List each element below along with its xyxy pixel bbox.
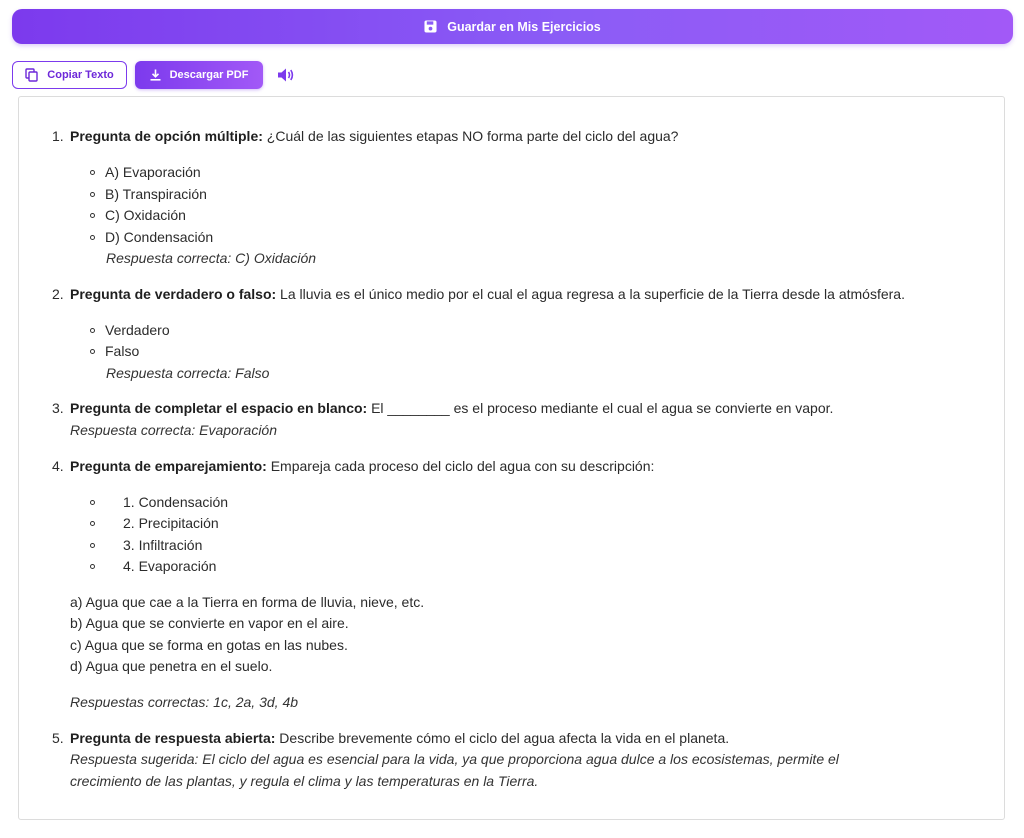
question-number: 4. xyxy=(52,458,64,474)
exercise-panel xyxy=(18,96,1005,820)
option-item: 3. Infiltración xyxy=(123,537,203,553)
option-item: D) Condensación xyxy=(105,229,214,245)
option-item: B) Transpiración xyxy=(105,186,207,202)
bullet-icon xyxy=(90,521,95,526)
suggested-answer: crecimiento de las plantas, y regula el clima y las temperaturas en la Tierra. xyxy=(70,773,539,789)
question-text xyxy=(70,126,678,148)
option-item: Falso xyxy=(105,343,140,359)
save-to-exercises-button[interactable] xyxy=(12,9,1013,44)
option-item: Verdadero xyxy=(105,322,170,338)
option-item: A) Evaporación xyxy=(105,164,201,180)
save-icon xyxy=(424,20,437,33)
question-text xyxy=(70,728,729,750)
question-prompt: La lluvia es el único medio por el cual el agua regresa a la superficie de la Tierra desde la atmósfera. xyxy=(276,286,905,302)
question-title: Pregunta de respuesta abierta: xyxy=(70,730,276,746)
bullet-icon xyxy=(90,500,95,505)
save-button-label: Guardar en Mis Ejercicios xyxy=(447,19,601,34)
bullet-icon xyxy=(90,349,95,354)
option-item: 4. Evaporación xyxy=(123,558,217,574)
question-title: Pregunta de verdadero o falso: xyxy=(70,286,277,302)
bullet-icon xyxy=(90,213,95,218)
question-text xyxy=(70,398,833,420)
download-icon xyxy=(150,69,161,81)
copy-text-label: Copiar Texto xyxy=(47,69,114,81)
toolbar xyxy=(12,60,295,90)
bullet-icon xyxy=(90,170,95,175)
question-prompt: Describe brevemente cómo el ciclo del agua afecta la vida en el planeta. xyxy=(275,730,730,746)
question-title: Pregunta de completar el espacio en blanco: xyxy=(70,400,368,416)
copy-icon xyxy=(25,68,38,82)
correct-answer: Respuesta correcta: C) Oxidación xyxy=(106,250,317,266)
bullet-icon xyxy=(90,564,95,569)
copy-text-button[interactable] xyxy=(12,61,127,89)
question-number: 3. xyxy=(52,400,64,416)
description-item: a) Agua que cae a la Tierra en forma de lluvia, nieve, etc. xyxy=(70,594,425,610)
question-text xyxy=(70,284,905,306)
bullet-icon xyxy=(90,543,95,548)
bullet-icon xyxy=(90,235,95,240)
question-number: 2. xyxy=(52,286,64,302)
question-number: 1. xyxy=(52,128,64,144)
correct-answer: Respuestas correctas: 1c, 2a, 3d, 4b xyxy=(70,694,299,710)
question-prompt: ¿Cuál de las siguientes etapas NO forma parte del ciclo del agua? xyxy=(262,128,679,144)
question-prompt: El ________ es el proceso mediante el cual el agua se convierte en vapor. xyxy=(367,400,834,416)
option-item: 1. Condensación xyxy=(123,494,229,510)
question-title: Pregunta de emparejamiento: xyxy=(70,458,267,474)
bullet-icon xyxy=(90,328,95,333)
question-prompt: Empareja cada proceso del ciclo del agua con su descripción: xyxy=(266,458,655,474)
correct-answer: Respuesta correcta: Evaporación xyxy=(70,422,277,438)
question-text xyxy=(70,456,654,478)
download-pdf-label: Descargar PDF xyxy=(169,69,249,81)
question-number: 5. xyxy=(52,730,64,746)
download-pdf-button[interactable] xyxy=(135,61,263,89)
speaker-icon[interactable] xyxy=(277,67,295,83)
description-item: d) Agua que penetra en el suelo. xyxy=(70,658,273,674)
option-item: C) Oxidación xyxy=(105,207,186,223)
description-item: c) Agua que se forma en gotas en las nubes. xyxy=(70,637,348,653)
option-item: 2. Precipitación xyxy=(123,515,219,531)
suggested-answer: Respuesta sugerida: El ciclo del agua es esencial para la vida, ya que proporciona agua dulce a los ecosistemas, permite el xyxy=(70,751,839,767)
correct-answer: Respuesta correcta: Falso xyxy=(106,365,270,381)
question-title: Pregunta de opción múltiple: xyxy=(70,128,263,144)
description-item: b) Agua que se convierte en vapor en el aire. xyxy=(70,615,349,631)
bullet-icon xyxy=(90,192,95,197)
